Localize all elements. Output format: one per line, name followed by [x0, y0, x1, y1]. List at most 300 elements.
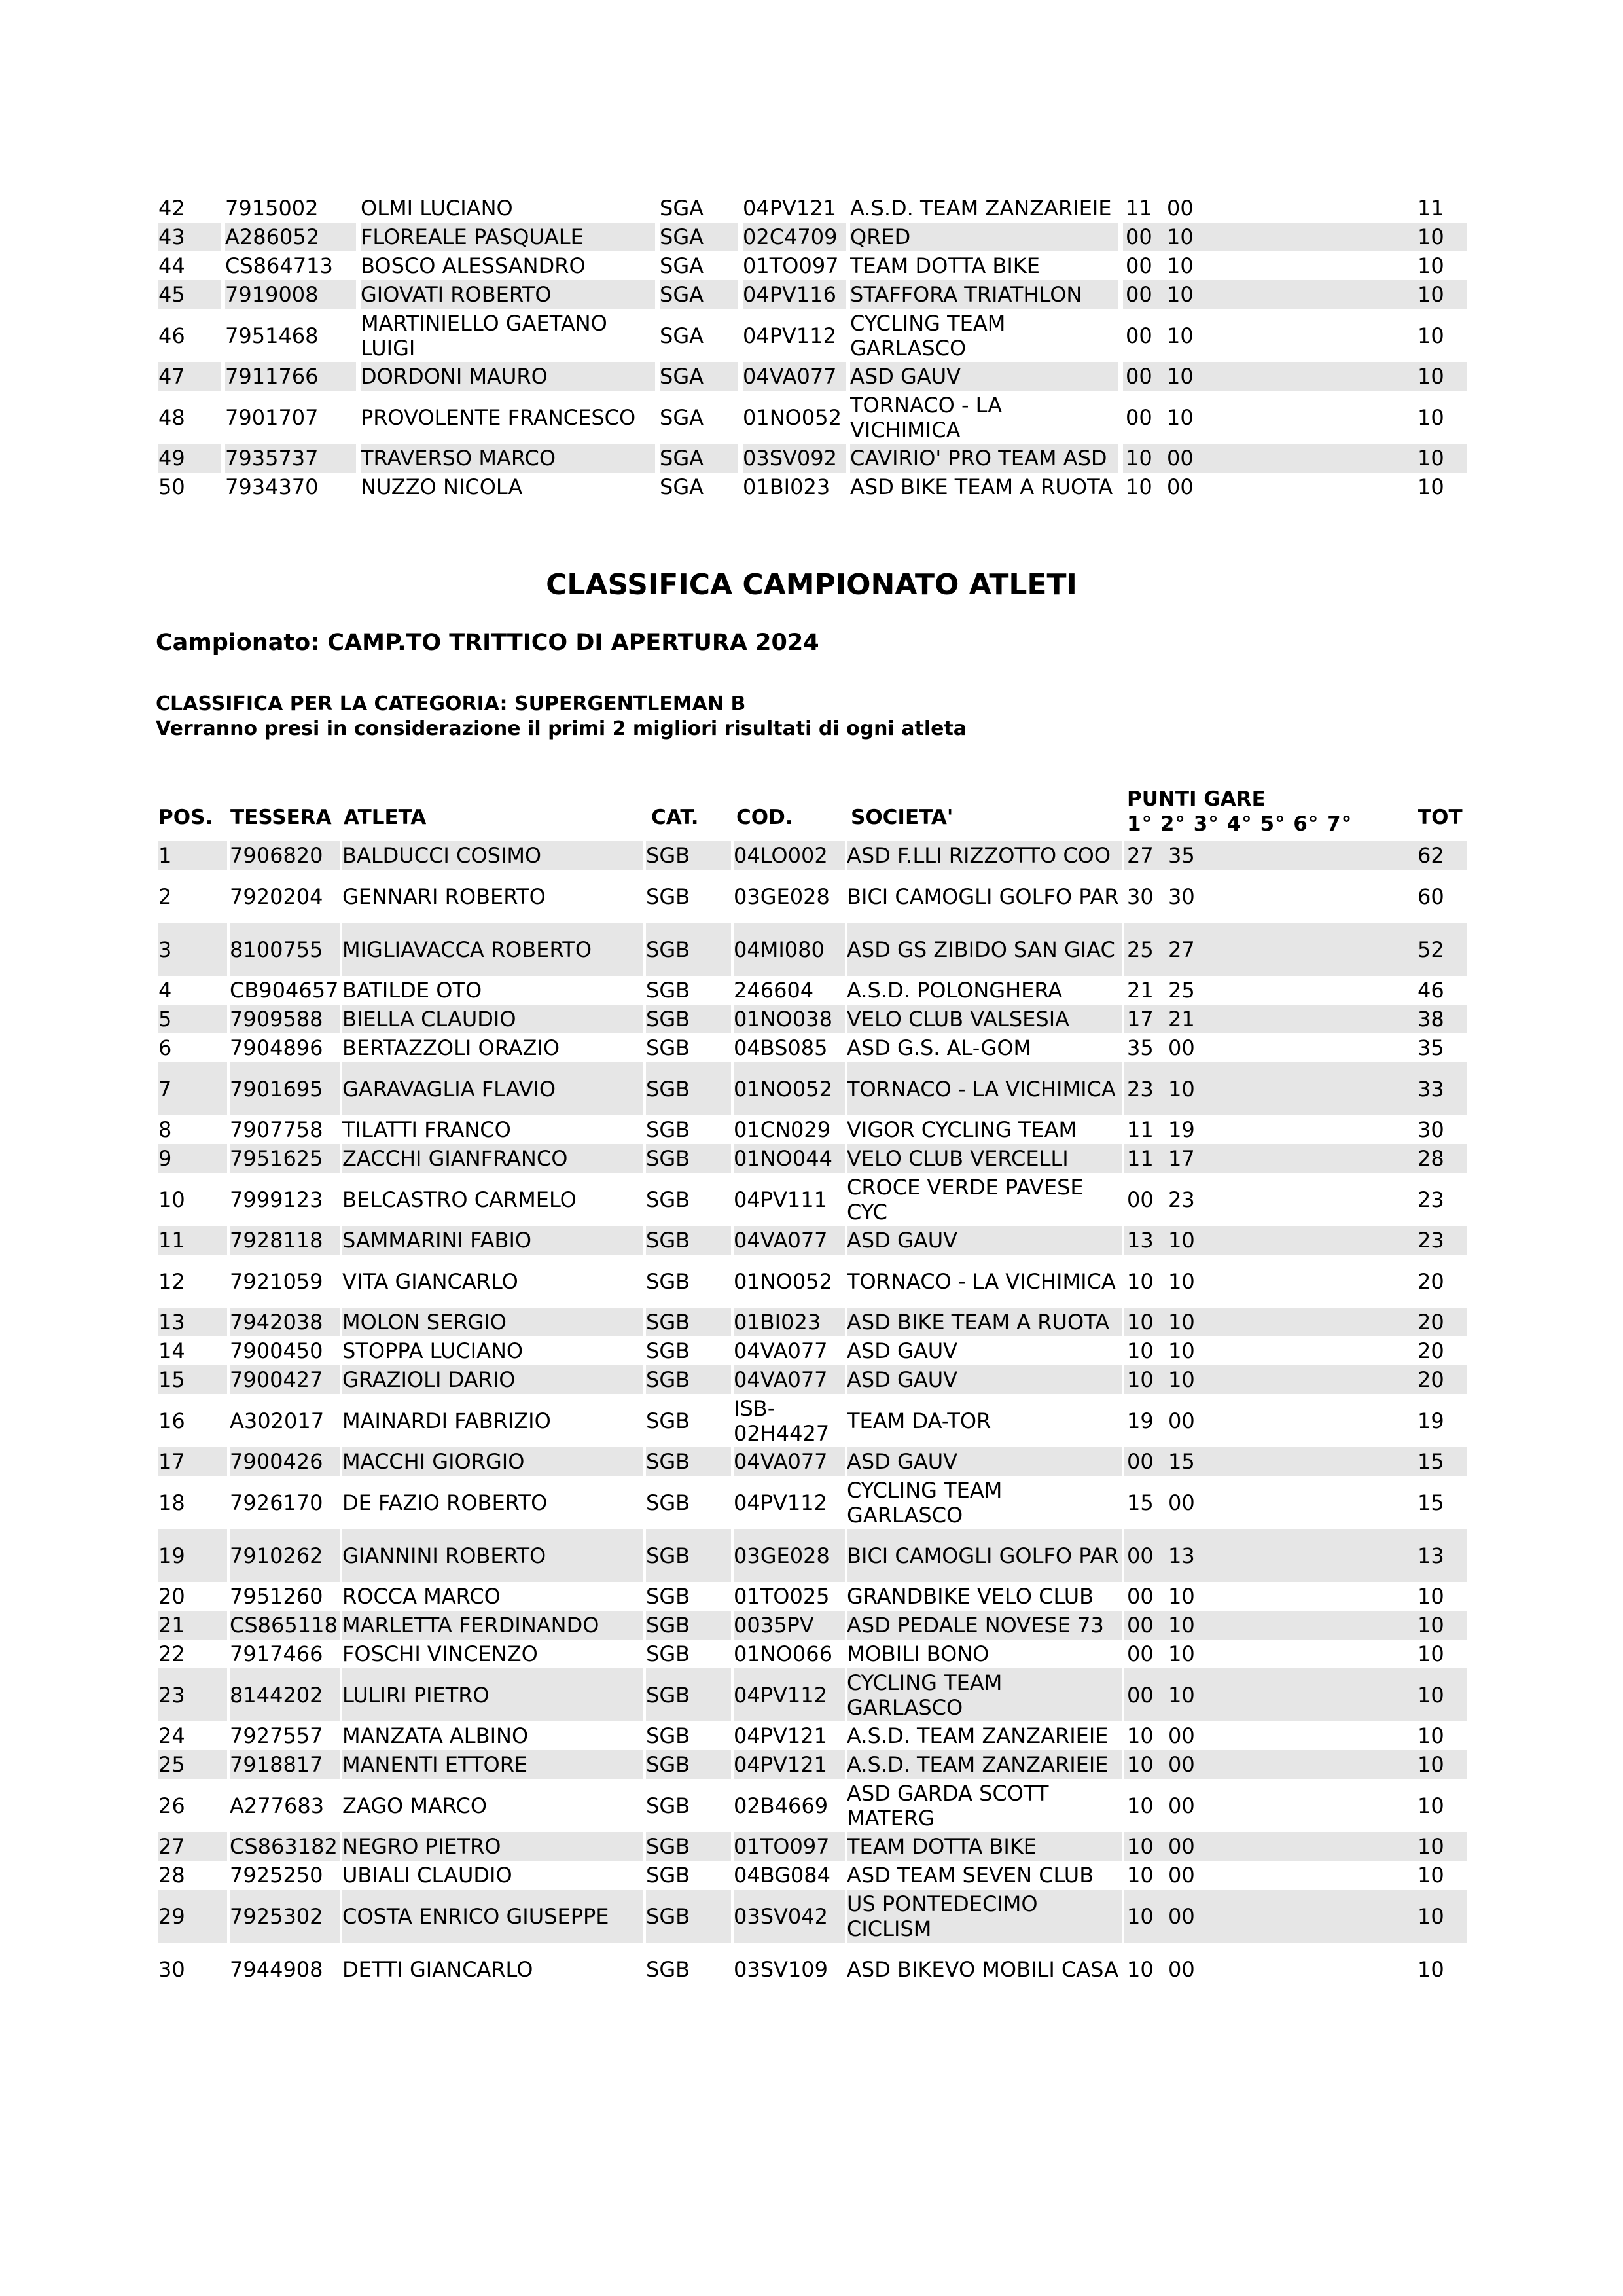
pos-value: 3 — [158, 937, 172, 962]
cell-tessera — [230, 1861, 340, 1890]
cell-pos — [158, 444, 221, 473]
tot-value: 10 — [1418, 224, 1444, 249]
societa-value: TEAM DOTTA BIKE — [847, 1834, 1037, 1859]
category-label: CLASSIFICA PER LA CATEGORIA: SUPERGENTLEMAN B — [156, 692, 746, 715]
cell-tessera — [230, 1255, 340, 1308]
tot-value: 46 — [1418, 978, 1444, 1003]
cell-societa — [847, 1062, 1122, 1115]
cell-atleta — [342, 1750, 643, 1779]
cell-societa — [847, 1005, 1122, 1033]
cod-value: 01BI023 — [734, 1310, 821, 1335]
pos-value: 20 — [158, 1584, 185, 1609]
tessera-value: 7910262 — [230, 1543, 323, 1568]
cell-atleta — [342, 1529, 643, 1582]
pos-value: 16 — [158, 1408, 185, 1433]
p1-value: 11 — [1127, 1117, 1154, 1142]
societa-value: GRANDBIKE VELO CLUB — [847, 1584, 1094, 1609]
pos-value: 26 — [158, 1793, 185, 1818]
cell-tessera — [225, 362, 356, 391]
cell-pos — [158, 280, 221, 309]
cell-tot — [1415, 1062, 1467, 1115]
atleta-value: BOSCO ALESSANDRO — [361, 253, 586, 278]
p2-value: 00 — [1167, 446, 1194, 471]
cell-atleta — [342, 870, 643, 923]
cell-cat — [646, 923, 731, 976]
cell-tot — [1415, 309, 1467, 362]
cell-societa — [847, 1750, 1122, 1779]
cell-cod — [743, 251, 846, 280]
societa-value: TEAM DA-TOR — [847, 1408, 991, 1433]
cat-value: SGB — [646, 1408, 690, 1433]
cell-p1 — [1124, 1750, 1166, 1779]
cat-value: SGA — [660, 196, 704, 221]
header-societa: SOCIETA' — [851, 806, 954, 829]
pos-value: 9 — [158, 1146, 172, 1171]
cat-value: SGB — [646, 1146, 690, 1171]
cell-societa — [847, 1529, 1122, 1582]
societa-value: ASD GAUV — [850, 364, 961, 389]
tot-value: 10 — [1418, 1641, 1444, 1666]
atleta-value: BALDUCCI COSIMO — [342, 843, 542, 868]
cell-p1 — [1124, 1336, 1166, 1365]
cell-p2 — [1166, 841, 1416, 870]
cell-p2 — [1166, 1861, 1416, 1890]
atleta-value: MANENTI ETTORE — [342, 1752, 528, 1777]
cell-p2 — [1164, 280, 1416, 309]
p2-value: 10 — [1168, 1228, 1195, 1253]
cat-value: SGB — [646, 1268, 690, 1294]
p2-value: 00 — [1168, 1793, 1195, 1818]
societa-value: A.S.D. TEAM ZANZARIEIE — [847, 1752, 1109, 1777]
societa-value: TORNACO - LA VICHIMICA — [847, 1268, 1116, 1294]
societa-value: ASD GARDA SCOTT MATERG — [847, 1780, 1049, 1831]
p1-value: 00 — [1127, 1613, 1154, 1638]
tot-value: 52 — [1418, 937, 1444, 962]
tot-value: 20 — [1418, 1268, 1444, 1294]
p2-value: 10 — [1168, 1338, 1195, 1363]
cod-value: 04BS085 — [734, 1035, 828, 1060]
cod-value: 04PV111 — [734, 1187, 827, 1212]
cell-societa — [847, 841, 1122, 870]
tot-value: 30 — [1418, 1117, 1444, 1142]
tessera-value: 7925250 — [230, 1863, 323, 1888]
p2-value: 00 — [1167, 196, 1194, 221]
cell-tot — [1415, 473, 1467, 501]
ranking-note: Verranno presi in considerazione il primi 2 migliori risultati di ogni atleta — [156, 717, 967, 740]
cell-p2 — [1164, 309, 1416, 362]
pos-value: 21 — [158, 1613, 185, 1638]
p2-value: 35 — [1168, 843, 1195, 868]
tot-value: 10 — [1418, 282, 1444, 307]
cod-value: 03SV109 — [734, 1956, 828, 1982]
cell-p2 — [1166, 1832, 1416, 1861]
cell-tot — [1415, 1365, 1467, 1394]
cell-cod — [734, 1255, 845, 1308]
p1-value: 19 — [1127, 1408, 1154, 1433]
p2-value: 27 — [1168, 937, 1195, 962]
tot-value: 28 — [1418, 1146, 1444, 1171]
tessera-value: 7918817 — [230, 1752, 323, 1777]
p1-value: 00 — [1126, 282, 1152, 307]
cell-p1 — [1123, 194, 1165, 223]
p1-value: 00 — [1126, 253, 1152, 278]
cod-value: 01NO052 — [734, 1076, 832, 1102]
cell-tessera — [230, 1668, 340, 1721]
tessera-value: 7925302 — [230, 1903, 323, 1929]
cat-value: SGA — [660, 404, 704, 430]
cell-atleta — [342, 923, 643, 976]
atleta-value: DETTI GIANCARLO — [342, 1956, 533, 1982]
cat-value: SGB — [646, 1007, 690, 1031]
tessera-value: CS863182 — [230, 1834, 338, 1859]
tessera-value: 7901707 — [225, 404, 319, 430]
header-atleta: ATLETA — [344, 806, 427, 829]
cell-p2 — [1166, 1890, 1416, 1943]
cell-p1 — [1123, 223, 1165, 251]
societa-value: ASD BIKE TEAM A RUOTA — [847, 1310, 1110, 1335]
atleta-value: VITA GIANCARLO — [342, 1268, 518, 1294]
cell-cod — [734, 1721, 845, 1750]
p2-value: 00 — [1168, 1035, 1195, 1060]
cell-cod — [734, 1173, 845, 1226]
p1-value: 00 — [1126, 364, 1152, 389]
cell-cod — [743, 194, 846, 223]
cell-atleta — [342, 1173, 643, 1226]
cell-tot — [1415, 223, 1467, 251]
tot-value: 10 — [1418, 446, 1444, 471]
cell-p2 — [1164, 194, 1416, 223]
cat-value: SGB — [646, 1076, 690, 1102]
cell-societa — [847, 1582, 1122, 1611]
societa-value: A.S.D. TEAM ZANZARIEIE — [850, 196, 1112, 221]
cell-tessera — [230, 1529, 340, 1582]
pos-value: 43 — [158, 224, 185, 249]
cell-p2 — [1166, 1226, 1416, 1255]
p2-value: 10 — [1168, 1268, 1195, 1294]
cod-value: 04PV112 — [743, 323, 836, 348]
cell-atleta — [361, 444, 655, 473]
cell-tot — [1415, 1005, 1467, 1033]
atleta-value: ROCCA MARCO — [342, 1584, 501, 1609]
cell-atleta — [342, 1861, 643, 1890]
cell-societa — [847, 1640, 1122, 1668]
cell-atleta — [342, 1005, 643, 1033]
cell-pos — [158, 1394, 227, 1447]
p1-value: 10 — [1127, 1793, 1154, 1818]
pos-value: 47 — [158, 364, 185, 389]
cell-tessera — [225, 444, 356, 473]
cell-societa — [847, 1394, 1122, 1447]
cell-pos — [158, 1255, 227, 1308]
p1-value: 10 — [1127, 1903, 1154, 1929]
p2-value: 00 — [1168, 1490, 1195, 1515]
cell-atleta — [342, 1890, 643, 1943]
tessera-value: 7926170 — [230, 1490, 323, 1515]
cell-p1 — [1124, 1476, 1166, 1529]
cell-p2 — [1166, 1005, 1416, 1033]
cell-p2 — [1166, 1943, 1416, 1996]
cell-cod — [734, 1394, 845, 1447]
cell-societa — [847, 976, 1122, 1005]
tessera-value: 8100755 — [230, 937, 323, 962]
societa-value: VIGOR CYCLING TEAM — [847, 1117, 1077, 1142]
p2-value: 10 — [1168, 1076, 1195, 1102]
atleta-value: COSTA ENRICO GIUSEPPE — [342, 1903, 609, 1929]
cell-cod — [734, 1779, 845, 1832]
cell-cat — [646, 1476, 731, 1529]
cell-tot — [1415, 1033, 1467, 1062]
atleta-value: TRAVERSO MARCO — [361, 446, 556, 471]
p1-value: 25 — [1127, 937, 1154, 962]
cell-societa — [850, 223, 1118, 251]
tot-value: 35 — [1418, 1035, 1444, 1060]
pos-value: 46 — [158, 323, 185, 348]
cell-pos — [158, 1582, 227, 1611]
tessera-value: 7911766 — [225, 364, 319, 389]
cell-cat — [646, 1582, 731, 1611]
cell-tessera — [230, 976, 340, 1005]
tessera-value: 7900450 — [230, 1338, 323, 1363]
cell-societa — [847, 1476, 1122, 1529]
pos-value: 28 — [158, 1863, 185, 1888]
pos-value: 45 — [158, 282, 185, 307]
tot-value: 10 — [1418, 1723, 1444, 1748]
societa-value: CYCLING TEAM GARLASCO — [847, 1477, 1003, 1528]
p2-value: 15 — [1168, 1449, 1195, 1474]
cod-value: 01TO097 — [734, 1834, 830, 1859]
cell-tessera — [230, 1173, 340, 1226]
cell-p1 — [1124, 1668, 1166, 1721]
cell-cod — [734, 1062, 845, 1115]
cat-value: SGB — [646, 978, 690, 1003]
cell-tessera — [230, 1476, 340, 1529]
cell-p2 — [1166, 1529, 1416, 1582]
cell-p1 — [1124, 1582, 1166, 1611]
societa-value: ASD GAUV — [847, 1367, 958, 1392]
tessera-value: 8144202 — [230, 1682, 323, 1708]
cell-cod — [743, 223, 846, 251]
cell-cod — [743, 391, 846, 444]
cell-pos — [158, 1365, 227, 1394]
cell-cat — [646, 1832, 731, 1861]
pos-value: 49 — [158, 446, 185, 471]
cell-p1 — [1124, 1832, 1166, 1861]
cell-tessera — [230, 1640, 340, 1668]
cell-tessera — [230, 923, 340, 976]
pos-value: 7 — [158, 1076, 172, 1102]
cell-p1 — [1123, 251, 1165, 280]
cod-value: 04PV112 — [734, 1490, 827, 1515]
tot-value: 23 — [1418, 1187, 1444, 1212]
cat-value: SGB — [646, 1584, 690, 1609]
cell-societa — [847, 1611, 1122, 1640]
societa-value: TORNACO - LA VICHIMICA — [850, 392, 1003, 442]
cat-value: SGB — [646, 884, 690, 909]
cat-value: SGB — [646, 937, 690, 962]
cell-atleta — [361, 473, 655, 501]
pos-value: 12 — [158, 1268, 185, 1294]
atleta-value: BIELLA CLAUDIO — [342, 1007, 516, 1031]
cell-p2 — [1164, 473, 1416, 501]
cell-p2 — [1166, 1750, 1416, 1779]
cell-p1 — [1124, 1890, 1166, 1943]
p2-value: 00 — [1168, 1834, 1195, 1859]
tessera-value: A286052 — [225, 224, 320, 249]
cell-atleta — [342, 1582, 643, 1611]
pos-value: 27 — [158, 1834, 185, 1859]
atleta-value: STOPPA LUCIANO — [342, 1338, 524, 1363]
tessera-value: 7942038 — [230, 1310, 323, 1335]
cell-tessera — [230, 1582, 340, 1611]
atleta-value: DORDONI MAURO — [361, 364, 548, 389]
tot-value: 10 — [1418, 1682, 1444, 1708]
cell-atleta — [342, 1476, 643, 1529]
cell-cod — [734, 1033, 845, 1062]
cell-p2 — [1164, 391, 1416, 444]
cell-tessera — [225, 391, 356, 444]
cell-pos — [158, 309, 221, 362]
cat-value: SGB — [646, 1367, 690, 1392]
societa-value: TORNACO - LA VICHIMICA — [847, 1076, 1116, 1102]
cod-value: 01NO038 — [734, 1007, 832, 1031]
cell-pos — [158, 251, 221, 280]
cell-tot — [1415, 976, 1467, 1005]
p1-value: 00 — [1127, 1641, 1154, 1666]
cell-atleta — [342, 1115, 643, 1144]
cat-value: SGB — [646, 1752, 690, 1777]
societa-value: A.S.D. TEAM ZANZARIEIE — [847, 1723, 1109, 1748]
tot-value: 62 — [1418, 843, 1444, 868]
cell-p1 — [1124, 1611, 1166, 1640]
tot-value: 10 — [1418, 404, 1444, 430]
cell-tessera — [225, 194, 356, 223]
cell-tessera — [230, 1943, 340, 1996]
cod-value: 04PV116 — [743, 282, 836, 307]
cell-cat — [646, 1365, 731, 1394]
p1-value: 27 — [1127, 843, 1154, 868]
cod-value: 04VA077 — [743, 364, 837, 389]
page-heading: CLASSIFICA CAMPIONATO ATLETI — [546, 568, 1077, 601]
cell-tessera — [230, 1750, 340, 1779]
cell-societa — [847, 1115, 1122, 1144]
cell-cod — [743, 362, 846, 391]
cell-cat — [646, 1336, 731, 1365]
tessera-value: 7921059 — [230, 1268, 323, 1294]
cell-p1 — [1123, 391, 1165, 444]
cod-value: 04MI080 — [734, 937, 825, 962]
pos-value: 44 — [158, 253, 185, 278]
cell-cat — [646, 976, 731, 1005]
tessera-value: 7951468 — [225, 323, 319, 348]
p1-value: 13 — [1127, 1228, 1154, 1253]
p1-value: 10 — [1127, 1863, 1154, 1888]
cat-value: SGA — [660, 475, 704, 499]
cell-tot — [1415, 923, 1467, 976]
cell-cod — [743, 473, 846, 501]
cell-pos — [158, 870, 227, 923]
cell-cat — [646, 841, 731, 870]
societa-value: ASD PEDALE NOVESE 73 — [847, 1613, 1104, 1638]
cell-cod — [734, 923, 845, 976]
societa-value: TEAM DOTTA BIKE — [850, 253, 1040, 278]
header-cod: COD. — [736, 806, 793, 829]
cell-pos — [158, 1062, 227, 1115]
cell-atleta — [342, 1033, 643, 1062]
cell-cod — [734, 1582, 845, 1611]
cod-value: ISB-02H4427 — [734, 1395, 830, 1446]
p1-value: 10 — [1127, 1752, 1154, 1777]
societa-value: ASD GS ZIBIDO SAN GIAC — [847, 937, 1115, 962]
tot-value: 10 — [1418, 1903, 1444, 1929]
pos-value: 11 — [158, 1228, 185, 1253]
cat-value: SGB — [646, 1228, 690, 1253]
societa-value: MOBILI BONO — [847, 1641, 990, 1666]
cell-tot — [1415, 1308, 1467, 1336]
cell-p1 — [1124, 1529, 1166, 1582]
p1-value: 10 — [1126, 475, 1152, 499]
cell-p1 — [1124, 1365, 1166, 1394]
societa-value: ASD GAUV — [847, 1228, 958, 1253]
cell-cat — [646, 1779, 731, 1832]
tessera-value: 7919008 — [225, 282, 319, 307]
tessera-value: 7944908 — [230, 1956, 323, 1982]
tessera-value: 7909588 — [230, 1007, 323, 1031]
societa-value: CROCE VERDE PAVESE CYC — [847, 1174, 1084, 1225]
cod-value: 04PV121 — [743, 196, 836, 221]
atleta-value: NUZZO NICOLA — [361, 475, 523, 499]
p1-value: 11 — [1126, 196, 1152, 221]
header-punti-gare: PUNTI GARE — [1127, 787, 1266, 811]
cell-societa — [847, 1226, 1122, 1255]
p2-value: 10 — [1168, 1641, 1195, 1666]
p1-value: 10 — [1127, 1338, 1154, 1363]
cell-p2 — [1166, 1476, 1416, 1529]
cell-tessera — [225, 309, 356, 362]
cell-atleta — [342, 1668, 643, 1721]
cell-p2 — [1166, 1144, 1416, 1173]
p2-value: 00 — [1168, 1903, 1195, 1929]
p2-value: 10 — [1167, 282, 1194, 307]
cell-atleta — [361, 223, 655, 251]
pos-value: 25 — [158, 1752, 185, 1777]
cod-value: 01NO052 — [743, 404, 842, 430]
cell-p1 — [1124, 1005, 1166, 1033]
cell-atleta — [342, 841, 643, 870]
pos-value: 48 — [158, 404, 185, 430]
cell-tessera — [230, 1226, 340, 1255]
cell-tot — [1415, 1447, 1467, 1476]
societa-value: CYCLING TEAM GARLASCO — [850, 310, 1006, 361]
tessera-value: 7906820 — [230, 843, 323, 868]
cod-value: 04PV112 — [734, 1682, 827, 1708]
atleta-value: GRAZIOLI DARIO — [342, 1367, 516, 1392]
cell-societa — [847, 1033, 1122, 1062]
cell-tessera — [225, 473, 356, 501]
cell-p2 — [1166, 1062, 1416, 1115]
cell-cat — [646, 1668, 731, 1721]
p1-value: 00 — [1127, 1543, 1154, 1568]
cod-value: 04VA077 — [734, 1338, 828, 1363]
cell-cod — [734, 1336, 845, 1365]
cell-tessera — [230, 1447, 340, 1476]
p2-value: 10 — [1168, 1310, 1195, 1335]
cell-cod — [734, 870, 845, 923]
cell-tessera — [230, 1062, 340, 1115]
cell-pos — [158, 1668, 227, 1721]
tessera-value: 7927557 — [230, 1723, 323, 1748]
pos-value: 10 — [158, 1187, 185, 1212]
cell-p2 — [1166, 976, 1416, 1005]
